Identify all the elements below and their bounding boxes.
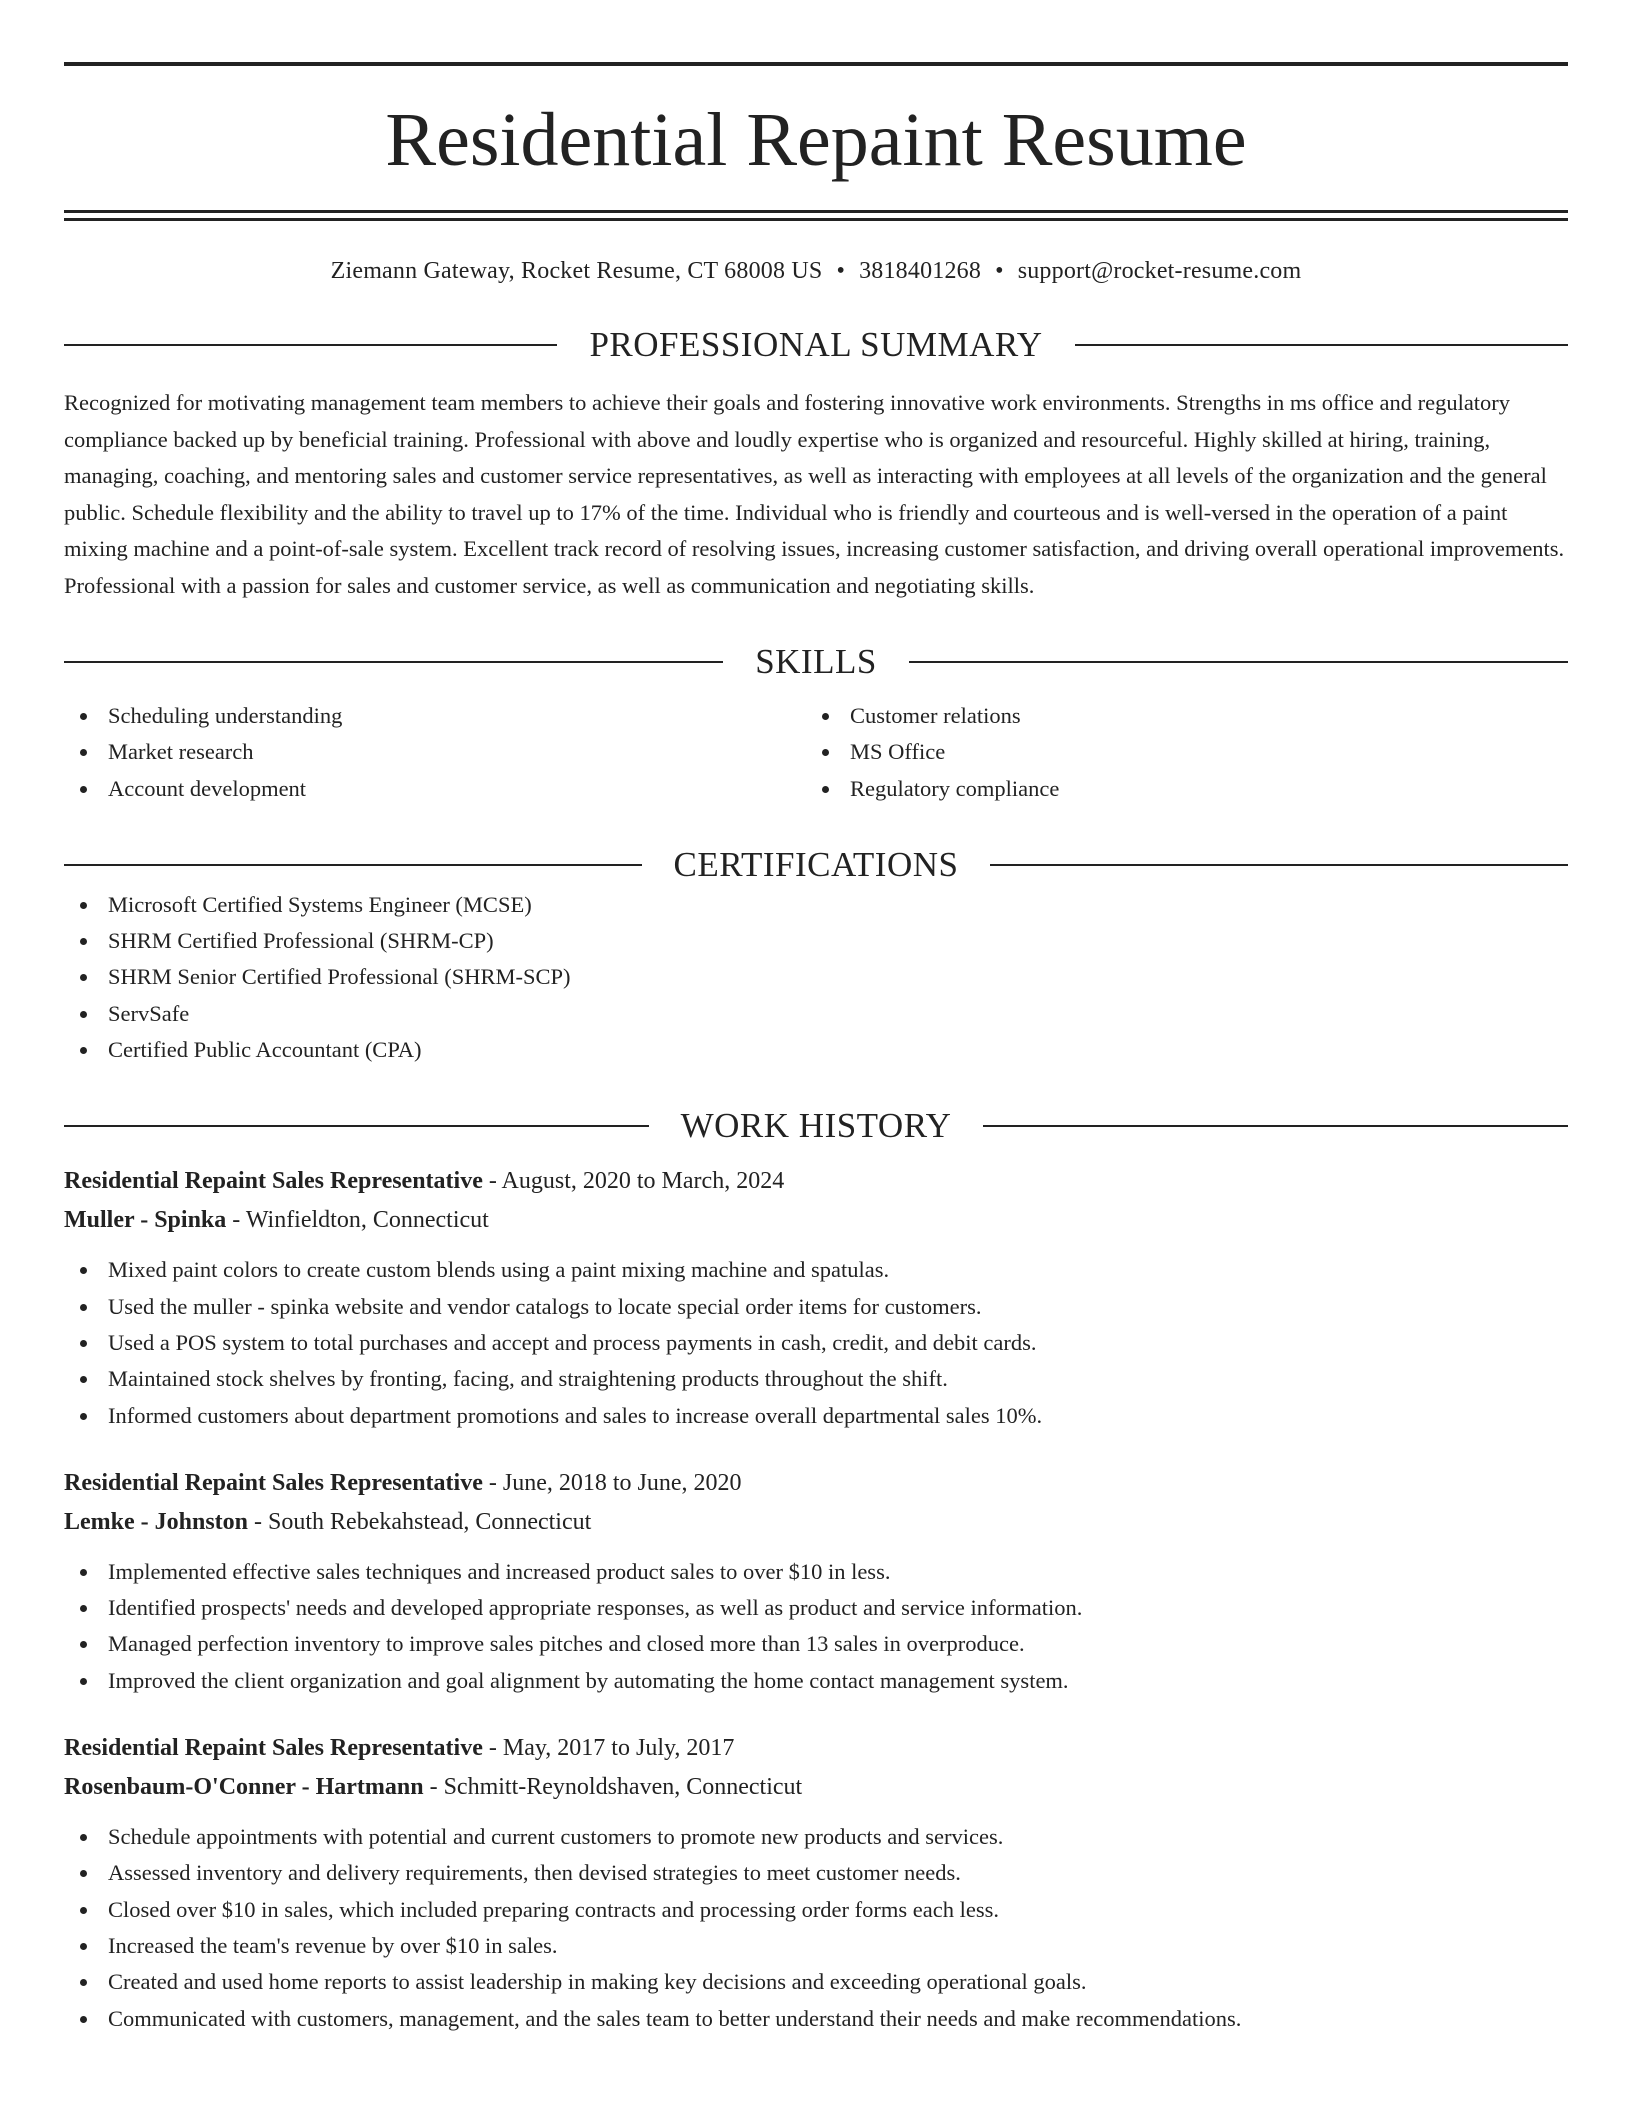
contact-separator: • xyxy=(836,258,846,284)
job-title: Residential Repaint Sales Representative xyxy=(64,1469,483,1496)
job-bullets xyxy=(64,1819,1568,2037)
job-title-line xyxy=(64,1464,1568,1503)
certification-item: Microsoft Certified Systems Engineer (MCSE) xyxy=(64,887,1568,923)
section-title: WORK HISTORY xyxy=(680,1106,952,1146)
job-company-line xyxy=(64,1201,1568,1240)
contact-address: Ziemann Gateway, Rocket Resume, CT 68008 US xyxy=(330,258,823,284)
job-title: Residential Repaint Sales Representative xyxy=(64,1168,483,1195)
job-company: Lemke - Johnston xyxy=(64,1508,249,1535)
certification-item: SHRM Certified Professional (SHRM-CP) xyxy=(64,923,1568,959)
section-rule xyxy=(983,1125,1568,1127)
job-bullet: Implemented effective sales techniques and increased product sales to over $10 in less. xyxy=(64,1554,1568,1590)
section-header-work-history xyxy=(64,1104,1568,1148)
job-bullet: Managed perfection inventory to improve sales pitches and closed more than 13 sales in overproduce. xyxy=(64,1626,1568,1662)
section-header-summary xyxy=(64,323,1568,367)
job-entry xyxy=(64,1729,1568,2037)
contact-email: support@rocket-resume.com xyxy=(1017,258,1302,284)
certification-item: ServSafe xyxy=(64,996,1568,1032)
job-bullet: Communicated with customers, management, and the sales team to better understand their needs and make recommendations. xyxy=(64,2001,1568,2037)
skills-column-left xyxy=(64,698,806,807)
job-title-line xyxy=(64,1162,1568,1201)
section-rule xyxy=(64,1125,649,1127)
section-rule xyxy=(64,661,723,663)
certification-item: Certified Public Accountant (CPA) xyxy=(64,1032,1568,1068)
section-title: SKILLS xyxy=(755,642,877,681)
section-title: CERTIFICATIONS xyxy=(673,844,959,884)
resume-title: Residential Repaint Resume xyxy=(385,98,1247,182)
job-bullets xyxy=(64,1554,1568,1699)
job-bullets xyxy=(64,1252,1568,1433)
skill-item: Scheduling understanding xyxy=(64,698,806,734)
job-company: Muller - Spinka xyxy=(64,1207,227,1234)
job-entry xyxy=(64,1162,1568,1433)
job-bullet: Identified prospects' needs and developed appropriate responses, as well as product and service information. xyxy=(64,1590,1568,1626)
skill-item: MS Office xyxy=(806,734,1548,770)
job-title-line xyxy=(64,1729,1568,1768)
job-company: Rosenbaum-O'Conner - Hartmann xyxy=(64,1774,424,1801)
title-double-rule xyxy=(64,210,1568,221)
job-bullet: Mixed paint colors to create custom blends using a paint mixing machine and spatulas. xyxy=(64,1252,1568,1288)
dash: - xyxy=(482,1469,503,1496)
section-header-certifications xyxy=(64,843,1568,887)
section-header-skills xyxy=(64,640,1568,684)
job-title: Residential Repaint Sales Representative xyxy=(64,1735,483,1762)
certification-item: SHRM Senior Certified Professional (SHRM-SCP) xyxy=(64,959,1568,995)
skill-item: Market research xyxy=(64,734,806,770)
section-rule xyxy=(64,864,642,866)
job-entry xyxy=(64,1464,1568,1699)
skills-column-right xyxy=(806,698,1548,807)
contact-phone: 3818401268 xyxy=(859,258,982,284)
job-bullet: Used the muller - spinka website and vendor catalogs to locate special order items for customers. xyxy=(64,1289,1568,1325)
resume-page xyxy=(64,0,1568,2037)
contact-line xyxy=(64,255,1568,287)
section-rule xyxy=(990,864,1568,866)
dash: - xyxy=(248,1508,269,1535)
section-rule xyxy=(64,344,557,346)
job-location: Schmitt-Reynoldshaven, Connecticut xyxy=(443,1774,803,1801)
job-bullet: Used a POS system to total purchases and accept and process payments in cash, credit, and debit cards. xyxy=(64,1325,1568,1361)
job-bullet: Closed over $10 in sales, which included preparing contracts and processing order forms each less. xyxy=(64,1892,1568,1928)
job-dates: June, 2018 to June, 2020 xyxy=(502,1469,742,1496)
summary-text: Recognized for motivating management team members to achieve their goals and fostering innovative work environments. Strengths in ms office and regulatory compliance backed up by beneficial training. Professional with above and loudly expertise who is organized and resourceful. Highly skilled at hiring, training, managing, coaching, and mentoring sales and customer service representatives, as well as interacting with employees at all levels of the organization and the general public. Schedule flexibility and the ability to travel up to 17% of the time. Individual who is friendly and courteous and is well-versed in the operation of a paint mixing machine and a point-of-sale system. Excellent track record of resolving issues, increasing customer satisfaction, and driving overall operational improvements. Professional with a passion for sales and customer service, as well as communication and negotiating skills. xyxy=(64,390,1565,598)
section-title: PROFESSIONAL SUMMARY xyxy=(589,325,1043,364)
dash: - xyxy=(482,1735,503,1762)
section-rule xyxy=(1075,344,1568,346)
job-location: Winfieldton, Connecticut xyxy=(245,1207,489,1234)
top-rule xyxy=(64,62,1568,66)
skill-item: Customer relations xyxy=(806,698,1548,734)
skills-list xyxy=(64,698,1568,807)
job-company-line xyxy=(64,1768,1568,1807)
job-dates: August, 2020 to March, 2024 xyxy=(501,1168,785,1195)
dash: - xyxy=(482,1168,502,1195)
dash: - xyxy=(226,1207,246,1234)
job-bullet: Schedule appointments with potential and current customers to promote new products and services. xyxy=(64,1819,1568,1855)
job-bullet: Improved the client organization and goal alignment by automating the home contact management system. xyxy=(64,1663,1568,1699)
section-rule xyxy=(909,661,1568,663)
skill-item: Account development xyxy=(64,771,806,807)
job-dates: May, 2017 to July, 2017 xyxy=(502,1735,735,1762)
job-bullet: Maintained stock shelves by fronting, facing, and straightening products throughout the shift. xyxy=(64,1361,1568,1397)
job-company-line xyxy=(64,1503,1568,1542)
skill-item: Regulatory compliance xyxy=(806,771,1548,807)
job-bullet: Assessed inventory and delivery requirements, then devised strategies to meet customer needs. xyxy=(64,1855,1568,1891)
certifications-list xyxy=(64,887,1568,1068)
dash: - xyxy=(423,1774,444,1801)
contact-separator: • xyxy=(995,258,1004,284)
job-location: South Rebekahstead, Connecticut xyxy=(268,1508,592,1535)
job-bullet: Informed customers about department promotions and sales to increase overall departmental sales 10%. xyxy=(64,1398,1568,1434)
job-bullet: Created and used home reports to assist leadership in making key decisions and exceeding operational goals. xyxy=(64,1964,1568,2000)
job-bullet: Increased the team's revenue by over $10 in sales. xyxy=(64,1928,1568,1964)
